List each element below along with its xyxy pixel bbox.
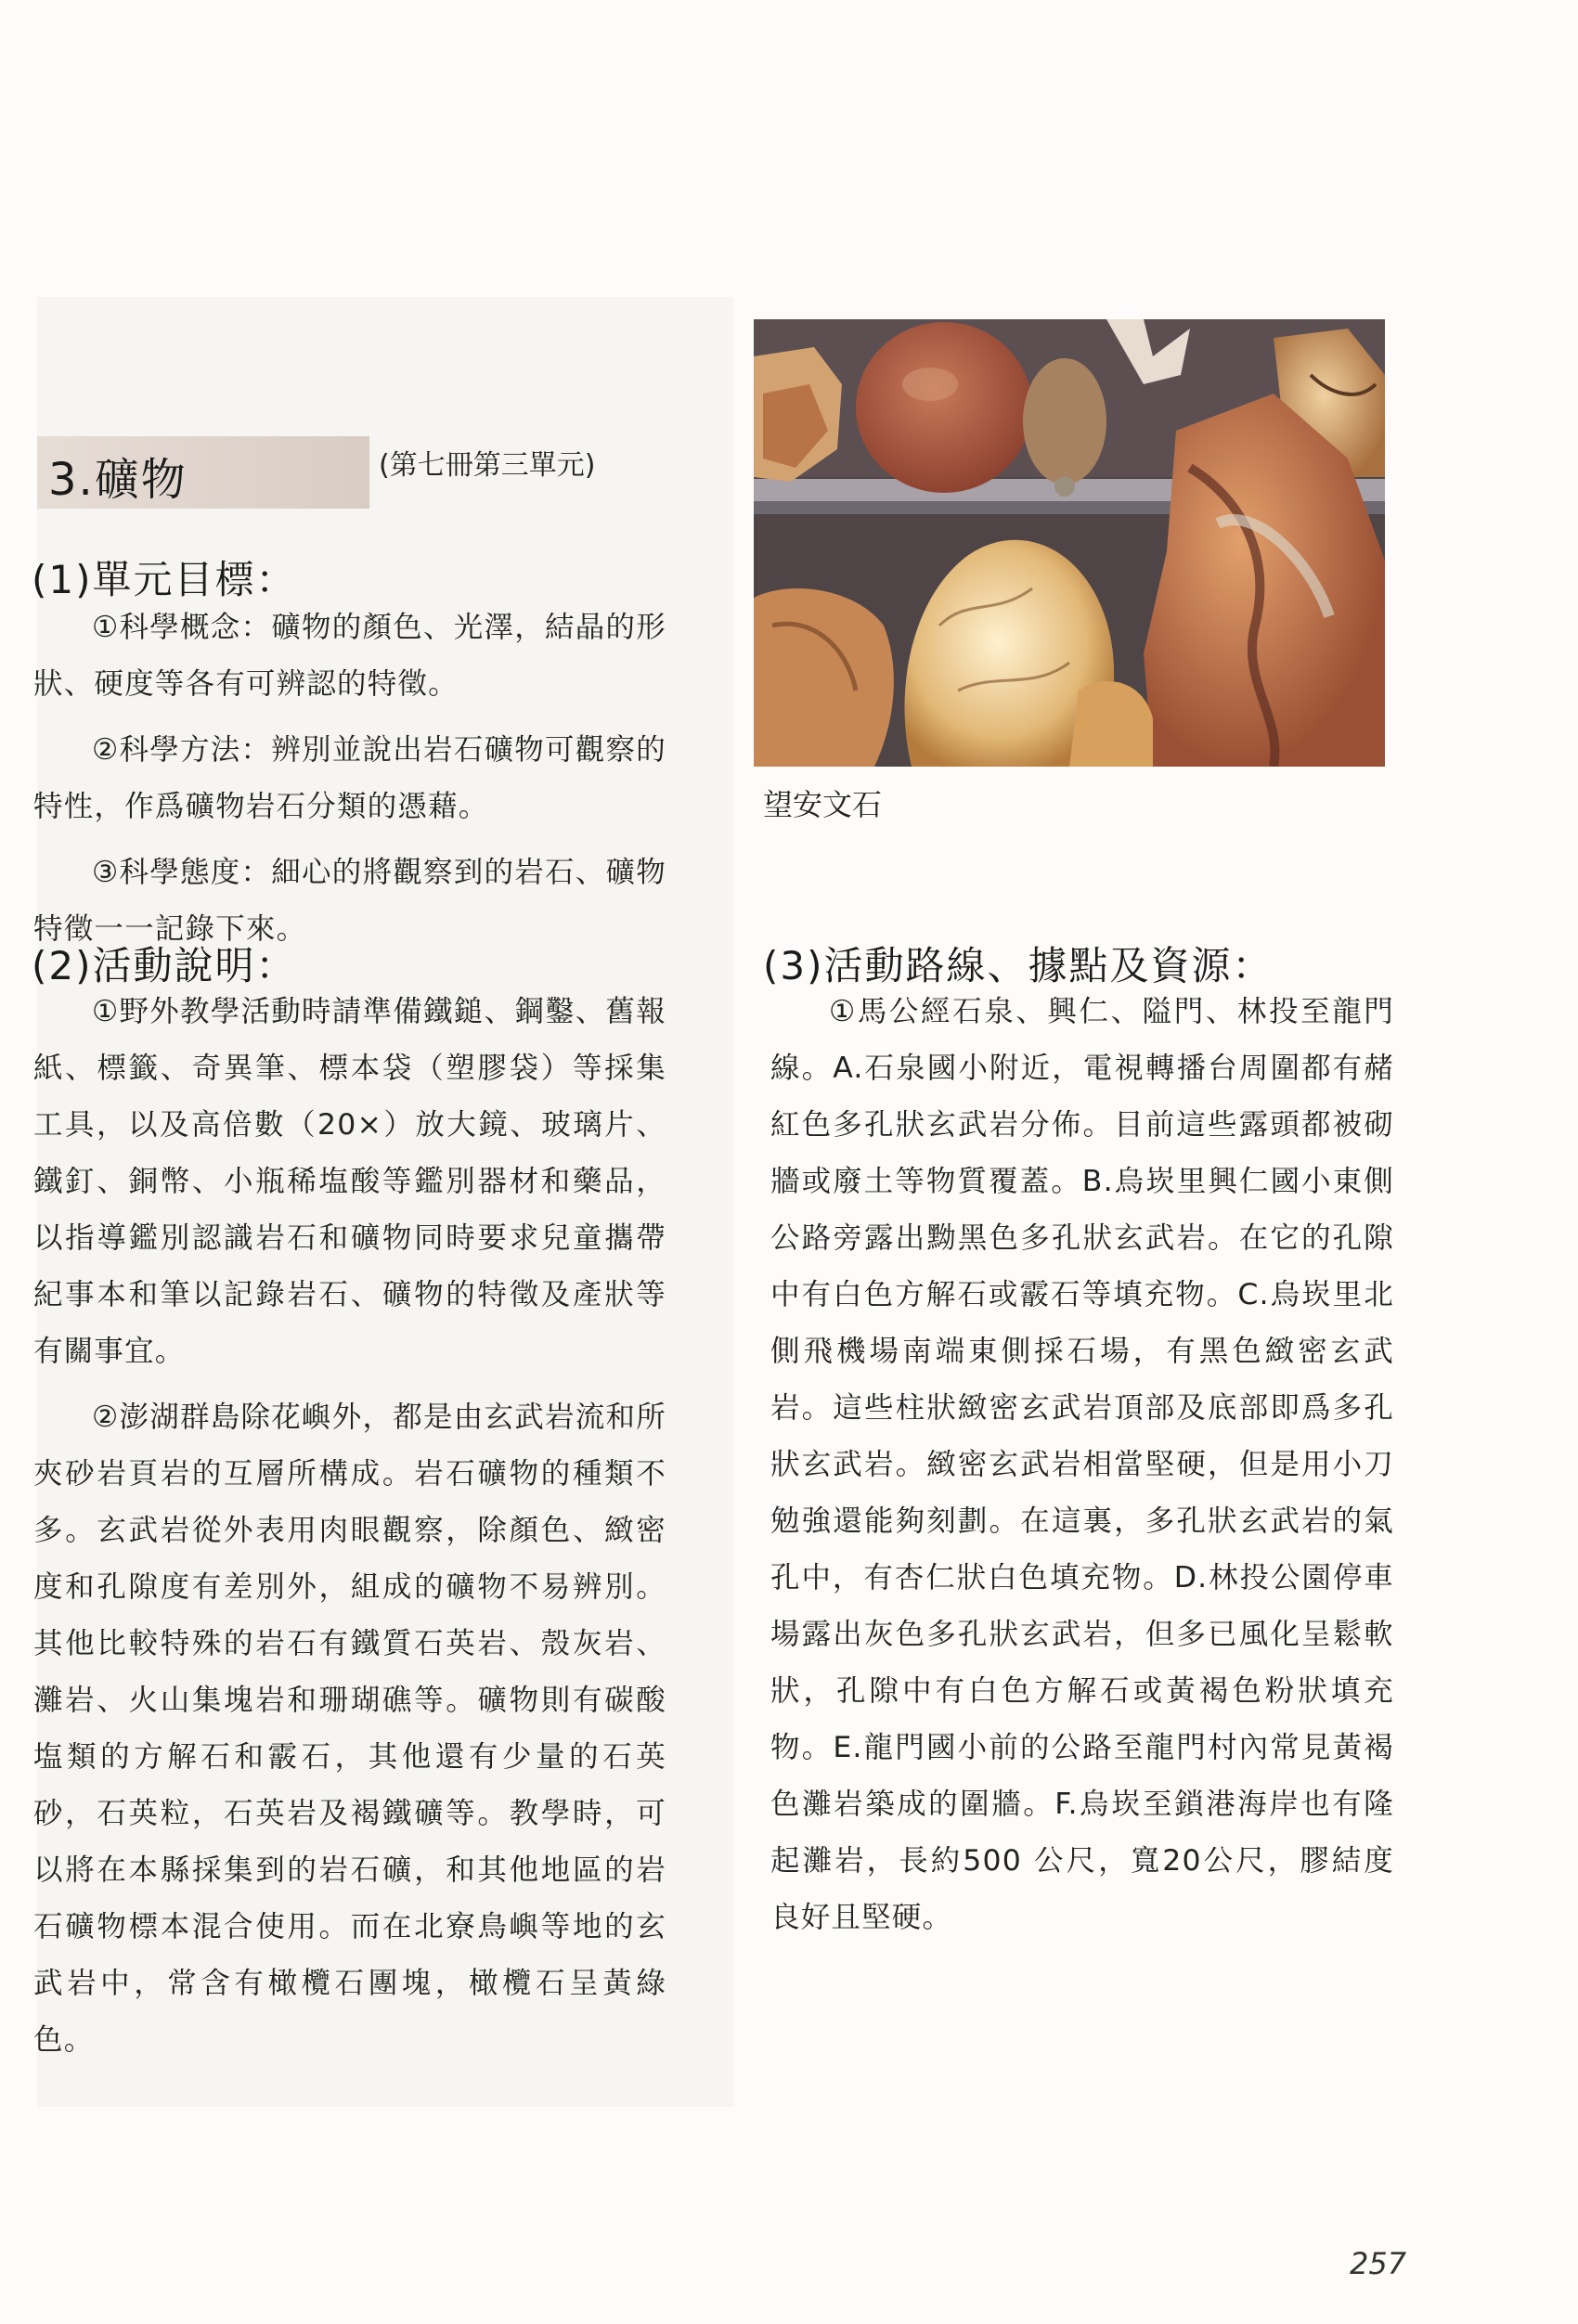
goal-attitude: ③科學態度：細心的將觀察到的岩石、礦物特徵一一記錄下來。 bbox=[33, 856, 666, 946]
goal-method: ②科學方法：辨別並說出岩石礦物可觀察的特性，作爲礦物岩石分類的憑藉。 bbox=[33, 733, 666, 823]
routes-text bbox=[770, 984, 1394, 1946]
mineral-stones-image bbox=[754, 319, 1385, 767]
mineral-photo bbox=[754, 319, 1385, 767]
goals-list bbox=[33, 600, 666, 958]
goals-heading: (1)單元目標： bbox=[32, 557, 297, 602]
activity-heading: (2)活動說明： bbox=[32, 943, 297, 988]
routes-heading: (3)活動路線、據點及資源： bbox=[763, 943, 1274, 988]
photo-caption: 望安文石 bbox=[763, 787, 883, 822]
section-title-box bbox=[37, 436, 369, 509]
activity-text bbox=[33, 984, 666, 2069]
section-title: 3.礦物 bbox=[48, 454, 188, 506]
activity-paragraph: ②澎湖群島除花嶼外，都是由玄武岩流和所夾砂岩頁岩的互層所構成。岩石礦物的種類不多。玄武岩從外表用肉眼觀察，除顏色、緻密度和孔隙度有差別外，組成的礦物不易辨別。其他比較特殊的岩石有鐵質石英岩、殼灰岩、灘岩、火山集塊岩和珊瑚礁等。礦物則有碳酸塩類的方解石和霰石，其他還有少量的石英砂，石英粒，石英岩及褐鐵礦等。教學時，可以將在本縣採集到的岩石礦，和其他地區的岩石礦物標本混合使用。而在北寮鳥嶼等地的玄武岩中，常含有橄欖石團塊，橄欖石呈黃綠色。 bbox=[33, 1401, 666, 2057]
unit-reference: (第七冊第三單元) bbox=[379, 449, 596, 482]
goal-concept: ①科學概念：礦物的顏色、光澤，結晶的形狀、硬度等各有可辨認的特徵。 bbox=[33, 611, 666, 701]
page-number: 257 bbox=[1350, 2246, 1407, 2281]
activity-paragraph: ①野外教學活動時請準備鐵鎚、鋼鑿、舊報紙、標籤、奇異筆、標本袋（塑膠袋）等採集工具，以及高倍數（20×）放大鏡、玻璃片、鐵釘、銅幣、小瓶稀塩酸等鑑別器材和藥品，以指導鑑別認識岩石和礦物同時要求兒童攜帶紀事本和筆以記錄岩石、礦物的特徵及產狀等有關事宜。 bbox=[33, 995, 666, 1368]
routes-paragraph: ①馬公經石泉、興仁、隘門、林投至龍門線。A.石泉國小附近，電視轉播台周圍都有赭紅色多孔狀玄武岩分佈。目前這些露頭都被砌牆或廢土等物質覆蓋。B.烏崁里興仁國小東側公路旁露出黝黑色多孔狀玄武岩。在它的孔隙中有白色方解石或霰石等填充物。C.烏崁里北側飛機場南端東側採石場，有黑色緻密玄武岩。這些柱狀緻密玄武岩頂部及底部即爲多孔狀玄武岩。緻密玄武岩相當堅硬，但是用小刀勉強還能夠刻劃。在這裏，多孔狀玄武岩的氣孔中，有杏仁狀白色填充物。D.林投公園停車場露出灰色多孔狀玄武岩，但多已風化呈鬆軟狀，孔隙中有白色方解石或黃褐色粉狀填充物。E.龍門國小前的公路至龍門村內常見黃褐色灘岩築成的圍牆。F.烏崁至鎖港海岸也有隆起灘岩，長約500 公尺，寬20公尺，膠結度良好且堅硬。 bbox=[770, 995, 1394, 1934]
